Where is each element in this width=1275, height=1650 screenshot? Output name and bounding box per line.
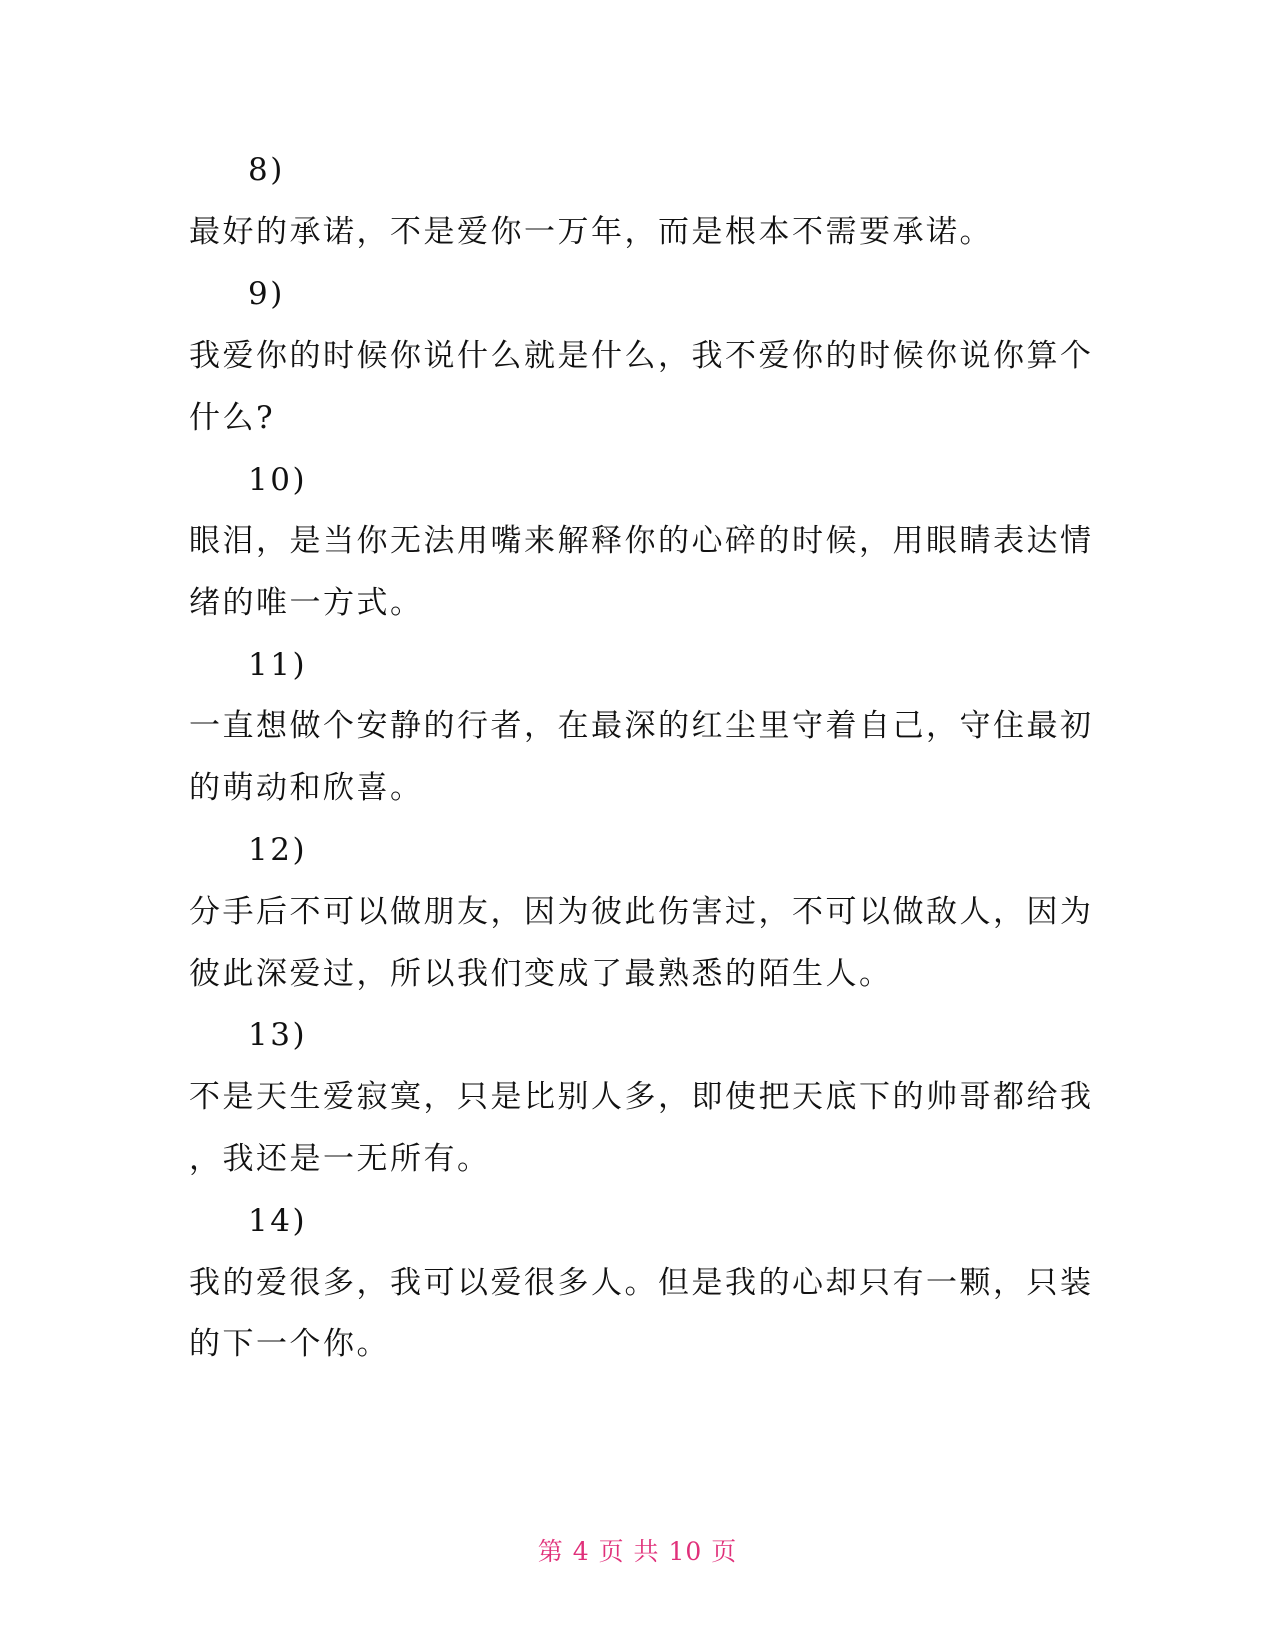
item-number-8: 8) (248, 152, 285, 188)
paragraph-10-line-1: 眼泪，是当你无法用嘴来解释你的心碎的时候，用眼睛表达情 (189, 523, 1094, 559)
paragraph-13-line-2: ，我还是一无所有。 (189, 1141, 491, 1177)
item-number-14: 14) (248, 1203, 308, 1239)
paragraph-14-line-1: 我的爱很多，我可以爱很多人。但是我的心却只有一颗，只装 (189, 1265, 1094, 1301)
paragraph-14-line-2: 的下一个你。 (189, 1326, 390, 1362)
paragraph-12-line-1: 分手后不可以做朋友，因为彼此伤害过，不可以做敌人，因为 (189, 894, 1094, 930)
item-number-13: 13) (248, 1017, 308, 1053)
paragraph-11-line-2: 的萌动和欣喜。 (189, 770, 424, 806)
paragraph-9-line-1: 我爱你的时候你说什么就是什么，我不爱你的时候你说你算个 (189, 338, 1094, 374)
item-number-11: 11) (248, 647, 308, 683)
item-number-12: 12) (248, 832, 308, 868)
paragraph-8-line-1: 最好的承诺，不是爱你一万年，而是根本不需要承诺。 (189, 214, 993, 250)
paragraph-10-line-2: 绪的唯一方式。 (189, 585, 424, 621)
item-number-10: 10) (248, 462, 308, 498)
item-number-9: 9) (248, 276, 285, 312)
paragraph-12-line-2: 彼此深爱过，所以我们变成了最熟悉的陌生人。 (189, 956, 893, 992)
paragraph-13-line-1: 不是天生爱寂寞，只是比别人多，即使把天底下的帅哥都给我 (189, 1079, 1094, 1115)
paragraph-9-line-2: 什么? (189, 400, 276, 436)
page-footer: 第 4 页 共 10 页 (537, 1537, 738, 1566)
paragraph-11-line-1: 一直想做个安静的行者，在最深的红尘里守着自己，守住最初 (189, 708, 1094, 744)
